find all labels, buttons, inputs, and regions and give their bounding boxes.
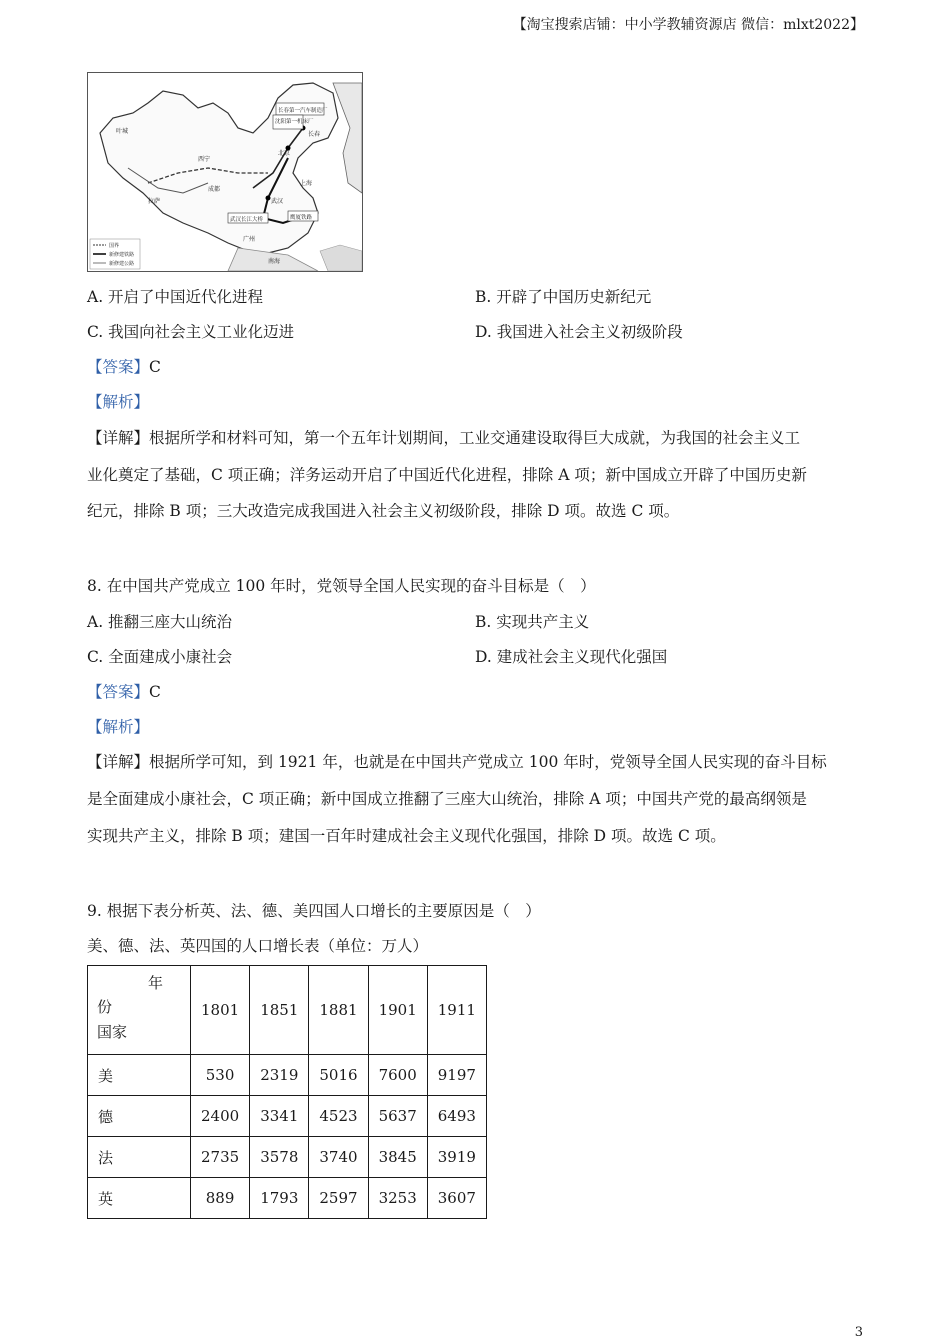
table-row bbox=[88, 1096, 487, 1137]
map-label: 鹰厦铁路 bbox=[290, 215, 313, 221]
map-label: 拉萨 bbox=[148, 198, 161, 205]
year-header: 1901 bbox=[368, 966, 427, 1055]
value-cell: 3740 bbox=[309, 1137, 368, 1178]
q8-option-a: A. 推翻三座大山统治 bbox=[87, 613, 233, 631]
q8-answer bbox=[87, 680, 161, 702]
q8-option-d: D. 建成社会主义现代化强国 bbox=[475, 648, 668, 666]
table-row bbox=[88, 1178, 487, 1219]
value-cell: 7600 bbox=[368, 1055, 427, 1096]
detail-tag: 【详解】 bbox=[87, 429, 150, 447]
map-label: 叶城 bbox=[116, 128, 129, 135]
map-label: 武汉长江大桥 bbox=[230, 217, 264, 223]
value-cell: 9197 bbox=[427, 1055, 486, 1096]
year-header: 1851 bbox=[250, 966, 309, 1055]
value-cell: 1793 bbox=[250, 1178, 309, 1219]
year-header: 1881 bbox=[309, 966, 368, 1055]
answer-value: C bbox=[149, 358, 161, 376]
map-label: 武汉 bbox=[271, 198, 284, 205]
value-cell: 530 bbox=[191, 1055, 250, 1096]
value-cell: 3919 bbox=[427, 1137, 486, 1178]
corner-country: 国家 bbox=[97, 1023, 128, 1041]
map-label: 沈阳第一机床厂 bbox=[275, 119, 314, 125]
q8-detail-line-3: 实现共产主义，排除 B 项；建国一百年时建成社会主义现代化强国，排除 D 项。故选 C 项。 bbox=[87, 827, 726, 845]
q8-option-c: C. 全面建成小康社会 bbox=[87, 648, 233, 666]
answer-value: C bbox=[149, 683, 161, 701]
year-header: 1911 bbox=[427, 966, 486, 1055]
china-map-svg bbox=[88, 73, 362, 271]
country-cell: 德 bbox=[88, 1096, 191, 1137]
q8-option-b: B. 实现共产主义 bbox=[475, 613, 590, 631]
value-cell: 2400 bbox=[191, 1096, 250, 1137]
q9-table-title: 美、德、法、英四国的人口增长表（单位：万人） bbox=[87, 937, 429, 955]
corner-year-top: 年 bbox=[148, 974, 164, 992]
map-label: 长春 bbox=[308, 131, 321, 138]
map-label: 西宁 bbox=[198, 156, 211, 163]
value-cell: 889 bbox=[191, 1178, 250, 1219]
q7-option-b: B. 开辟了中国历史新纪元 bbox=[475, 288, 652, 306]
year-header: 1801 bbox=[191, 966, 250, 1055]
q7-analysis-tag: 【解析】 bbox=[87, 393, 150, 411]
map-label: 上海 bbox=[300, 180, 313, 187]
q7-detail-line-1 bbox=[87, 426, 800, 448]
map-label: 广州 bbox=[243, 236, 256, 243]
population-table bbox=[87, 965, 487, 1219]
country-cell: 美 bbox=[88, 1055, 191, 1096]
value-cell: 2735 bbox=[191, 1137, 250, 1178]
detail-text: 根据所学可知，到 1921 年，也就是在中国共产党成立 100 年时，党领导全国人民实现的奋斗目标 bbox=[149, 753, 827, 771]
answer-tag: 【答案】 bbox=[87, 358, 150, 376]
detail-text: 根据所学和材料可知，第一个五年计划期间，工业交通建设取得巨大成就，为我国的社会主义工 bbox=[149, 429, 801, 447]
q9-question: 9. 根据下表分析英、法、德、美四国人口增长的主要原因是（ ） bbox=[87, 902, 541, 920]
legend-label: 新修建公路 bbox=[109, 261, 135, 267]
table-row bbox=[88, 1137, 487, 1178]
q8-analysis-tag: 【解析】 bbox=[87, 718, 150, 736]
table-row bbox=[88, 1055, 487, 1096]
value-cell: 3607 bbox=[427, 1178, 486, 1219]
map-label: 南海 bbox=[268, 258, 281, 265]
value-cell: 5016 bbox=[309, 1055, 368, 1096]
table-header-row bbox=[88, 966, 487, 1055]
map-label: 成都 bbox=[208, 186, 221, 193]
country-cell: 法 bbox=[88, 1137, 191, 1178]
value-cell: 2319 bbox=[250, 1055, 309, 1096]
page-number: 3 bbox=[854, 1325, 863, 1340]
value-cell: 3845 bbox=[368, 1137, 427, 1178]
q7-option-d: D. 我国进入社会主义初级阶段 bbox=[475, 323, 683, 341]
table-corner-cell bbox=[88, 966, 191, 1055]
map-label: 北京 bbox=[278, 150, 291, 157]
corner-year-bottom: 份 bbox=[97, 998, 113, 1016]
q8-question: 8. 在中国共产党成立 100 年时，党领导全国人民实现的奋斗目标是（ ） bbox=[87, 577, 596, 595]
value-cell: 3341 bbox=[250, 1096, 309, 1137]
value-cell: 3578 bbox=[250, 1137, 309, 1178]
detail-tag: 【详解】 bbox=[87, 753, 150, 771]
q8-detail-line-2: 是全面建成小康社会，C 项正确；新中国成立推翻了三座大山统治，排除 A 项；中国共产党的最高纲领是 bbox=[87, 790, 807, 808]
value-cell: 4523 bbox=[309, 1096, 368, 1137]
legend-label: 新修建铁路 bbox=[109, 252, 135, 258]
page-header: 【淘宝搜索店铺：中小学教辅资源店 微信：mlxt2022】 bbox=[512, 17, 864, 33]
map-label: 长春第一汽车制造厂 bbox=[278, 108, 328, 114]
q7-detail-line-3: 纪元，排除 B 项；三大改造完成我国进入社会主义初级阶段，排除 D 项。故选 C 项。 bbox=[87, 502, 680, 520]
country-cell: 英 bbox=[88, 1178, 191, 1219]
china-map-figure bbox=[87, 72, 363, 272]
q7-option-a: A. 开启了中国近代化进程 bbox=[87, 288, 264, 306]
value-cell: 5637 bbox=[368, 1096, 427, 1137]
q7-option-c: C. 我国向社会主义工业化迈进 bbox=[87, 323, 295, 341]
q7-answer bbox=[87, 355, 161, 377]
q8-detail-line-1 bbox=[87, 750, 827, 772]
value-cell: 2597 bbox=[309, 1178, 368, 1219]
answer-tag: 【答案】 bbox=[87, 683, 150, 701]
value-cell: 6493 bbox=[427, 1096, 486, 1137]
value-cell: 3253 bbox=[368, 1178, 427, 1219]
legend-label: 国界 bbox=[109, 243, 120, 249]
q7-detail-line-2: 业化奠定了基础，C 项正确；洋务运动开启了中国近代化进程，排除 A 项；新中国成立开辟了中国历史新 bbox=[87, 466, 807, 484]
